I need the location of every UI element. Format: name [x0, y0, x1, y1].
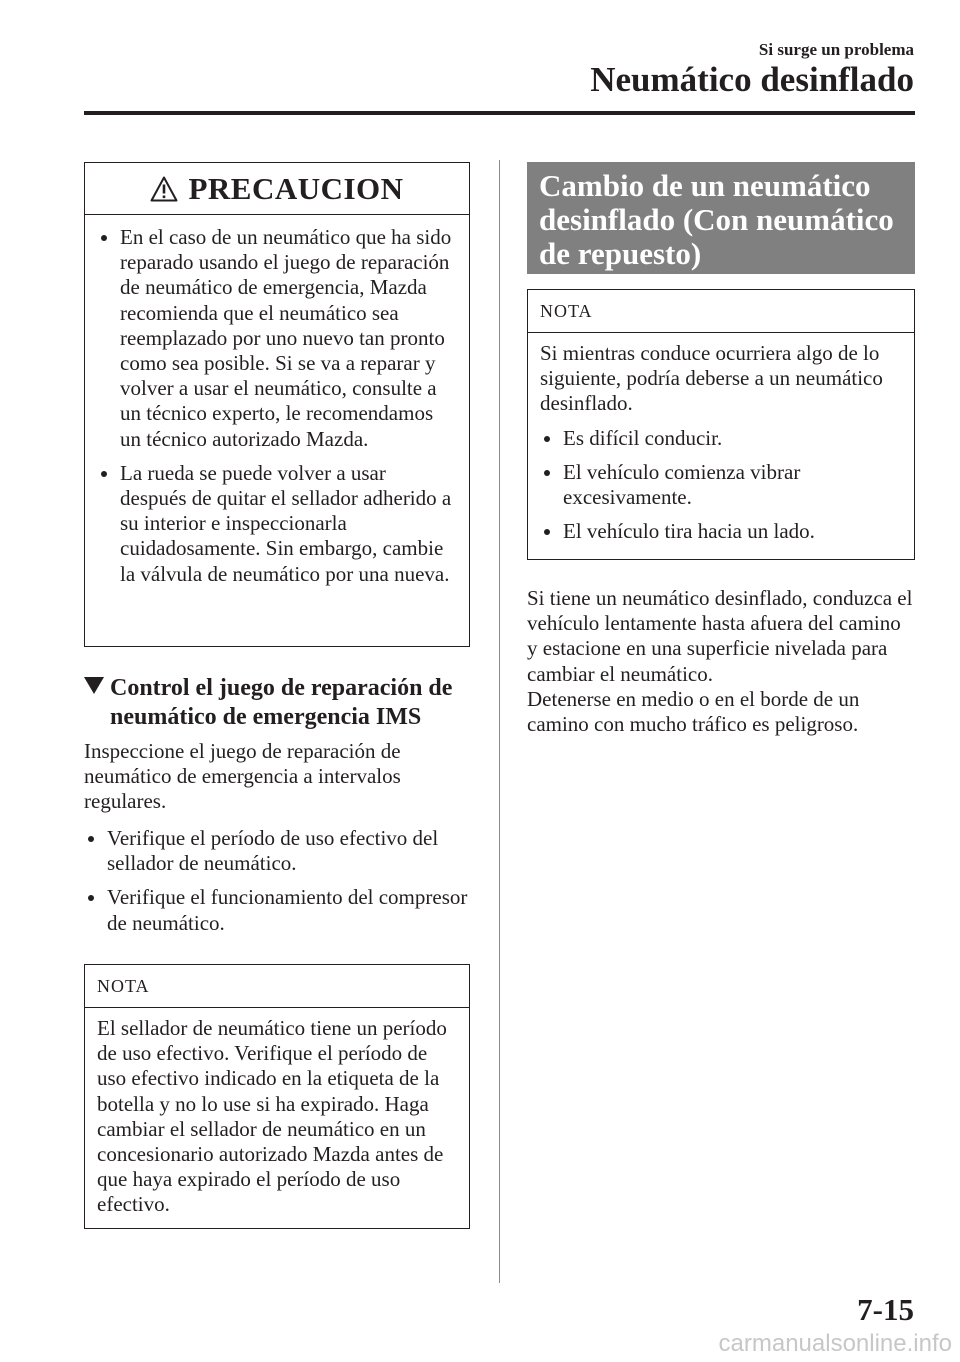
- symptom-item: Es difícil conducir.: [540, 426, 902, 451]
- symptom-item: El vehículo comienza vibrar excesivamente.: [540, 460, 902, 510]
- ims-section-heading: [84, 674, 484, 732]
- ims-note-box: [84, 964, 470, 1229]
- caution-item: En el caso de un neumático que ha sido reparado usando el juego de reparación de neumático de emergencia, Mazda recomienda que el neumático sea reemplazado por uno nuevo tan pronto como sea posible. Si se va a reparar y volver a usar el neumático, consulte a un técnico experto, le recomendamos un técnico autorizado Mazda.: [97, 225, 457, 452]
- caution-list: [97, 225, 457, 587]
- symptom-list: [540, 426, 902, 545]
- watermark: carmanualsonline.info: [718, 1330, 952, 1357]
- ims-note-header: [85, 965, 469, 1008]
- ims-check-item: Verifique el período de uso efectivo del sellador de neumático.: [84, 826, 474, 876]
- ims-heading-line1: Control el juego de reparación de: [110, 675, 453, 701]
- running-header-title: Neumático desinflado: [590, 60, 914, 99]
- ims-check-list: [84, 826, 474, 945]
- warning-triangle-icon: [150, 176, 178, 202]
- change-paragraph-1: Si tiene un neumático desinflado, conduzca el vehículo lentamente hasta afuera del camino y estacione en una superficie nivelada para cambiar el neumático.: [527, 586, 913, 686]
- ims-intro: Inspeccione el juego de reparación de neumático de emergencia a intervalos regulares.: [84, 739, 401, 814]
- caution-item: La rueda se puede volver a usar después de quitar el sellador adherido a su interior e inspeccionarla cuidadosamente. Sin embargo, cambie la válvula de neumático por una nueva.: [97, 461, 457, 587]
- change-note-header: [528, 290, 914, 333]
- section-triangle-icon: [84, 677, 104, 694]
- caution-box: [84, 162, 470, 647]
- change-note-text: Si mientras conduce ocurriera algo de lo siguiente, podría deberse a un neumático desinflado.: [540, 341, 883, 416]
- change-section-heading: Cambio de un neumático desinflado (Con neumático de repuesto): [527, 162, 915, 274]
- caution-title: PRECAUCION: [188, 170, 404, 206]
- ims-note-label: NOTA: [97, 975, 150, 996]
- change-instructions: [527, 586, 915, 737]
- change-note-body: [528, 333, 914, 544]
- ims-note-text: El sellador de neumático tiene un período de uso efectivo. Verifique el período de uso efectivo indicado en la etiqueta de la botella y no lo use si ha expirado. Haga cambiar el sellador de neumático en un concesionario autorizado Mazda antes de que haya expirado el período de uso efectivo.: [97, 1016, 447, 1217]
- symptom-item: El vehículo tira hacia un lado.: [540, 519, 902, 544]
- column-divider: [499, 160, 500, 1283]
- page-number: 7-15: [857, 1292, 914, 1327]
- running-header-section: Si surge un problema: [758, 40, 914, 59]
- change-note-box: [527, 289, 915, 560]
- caution-header: [85, 163, 469, 215]
- caution-body: [85, 215, 469, 587]
- ims-heading-line2: neumático de emergencia IMS: [110, 704, 422, 730]
- header-rule: [84, 111, 915, 115]
- change-note-label: NOTA: [540, 300, 593, 321]
- ims-check-item: Verifique el funcionamiento del compresor de neumático.: [84, 885, 474, 935]
- change-paragraph-2: Detenerse en medio o en el borde de un camino con mucho tráfico es peligroso.: [527, 686, 860, 737]
